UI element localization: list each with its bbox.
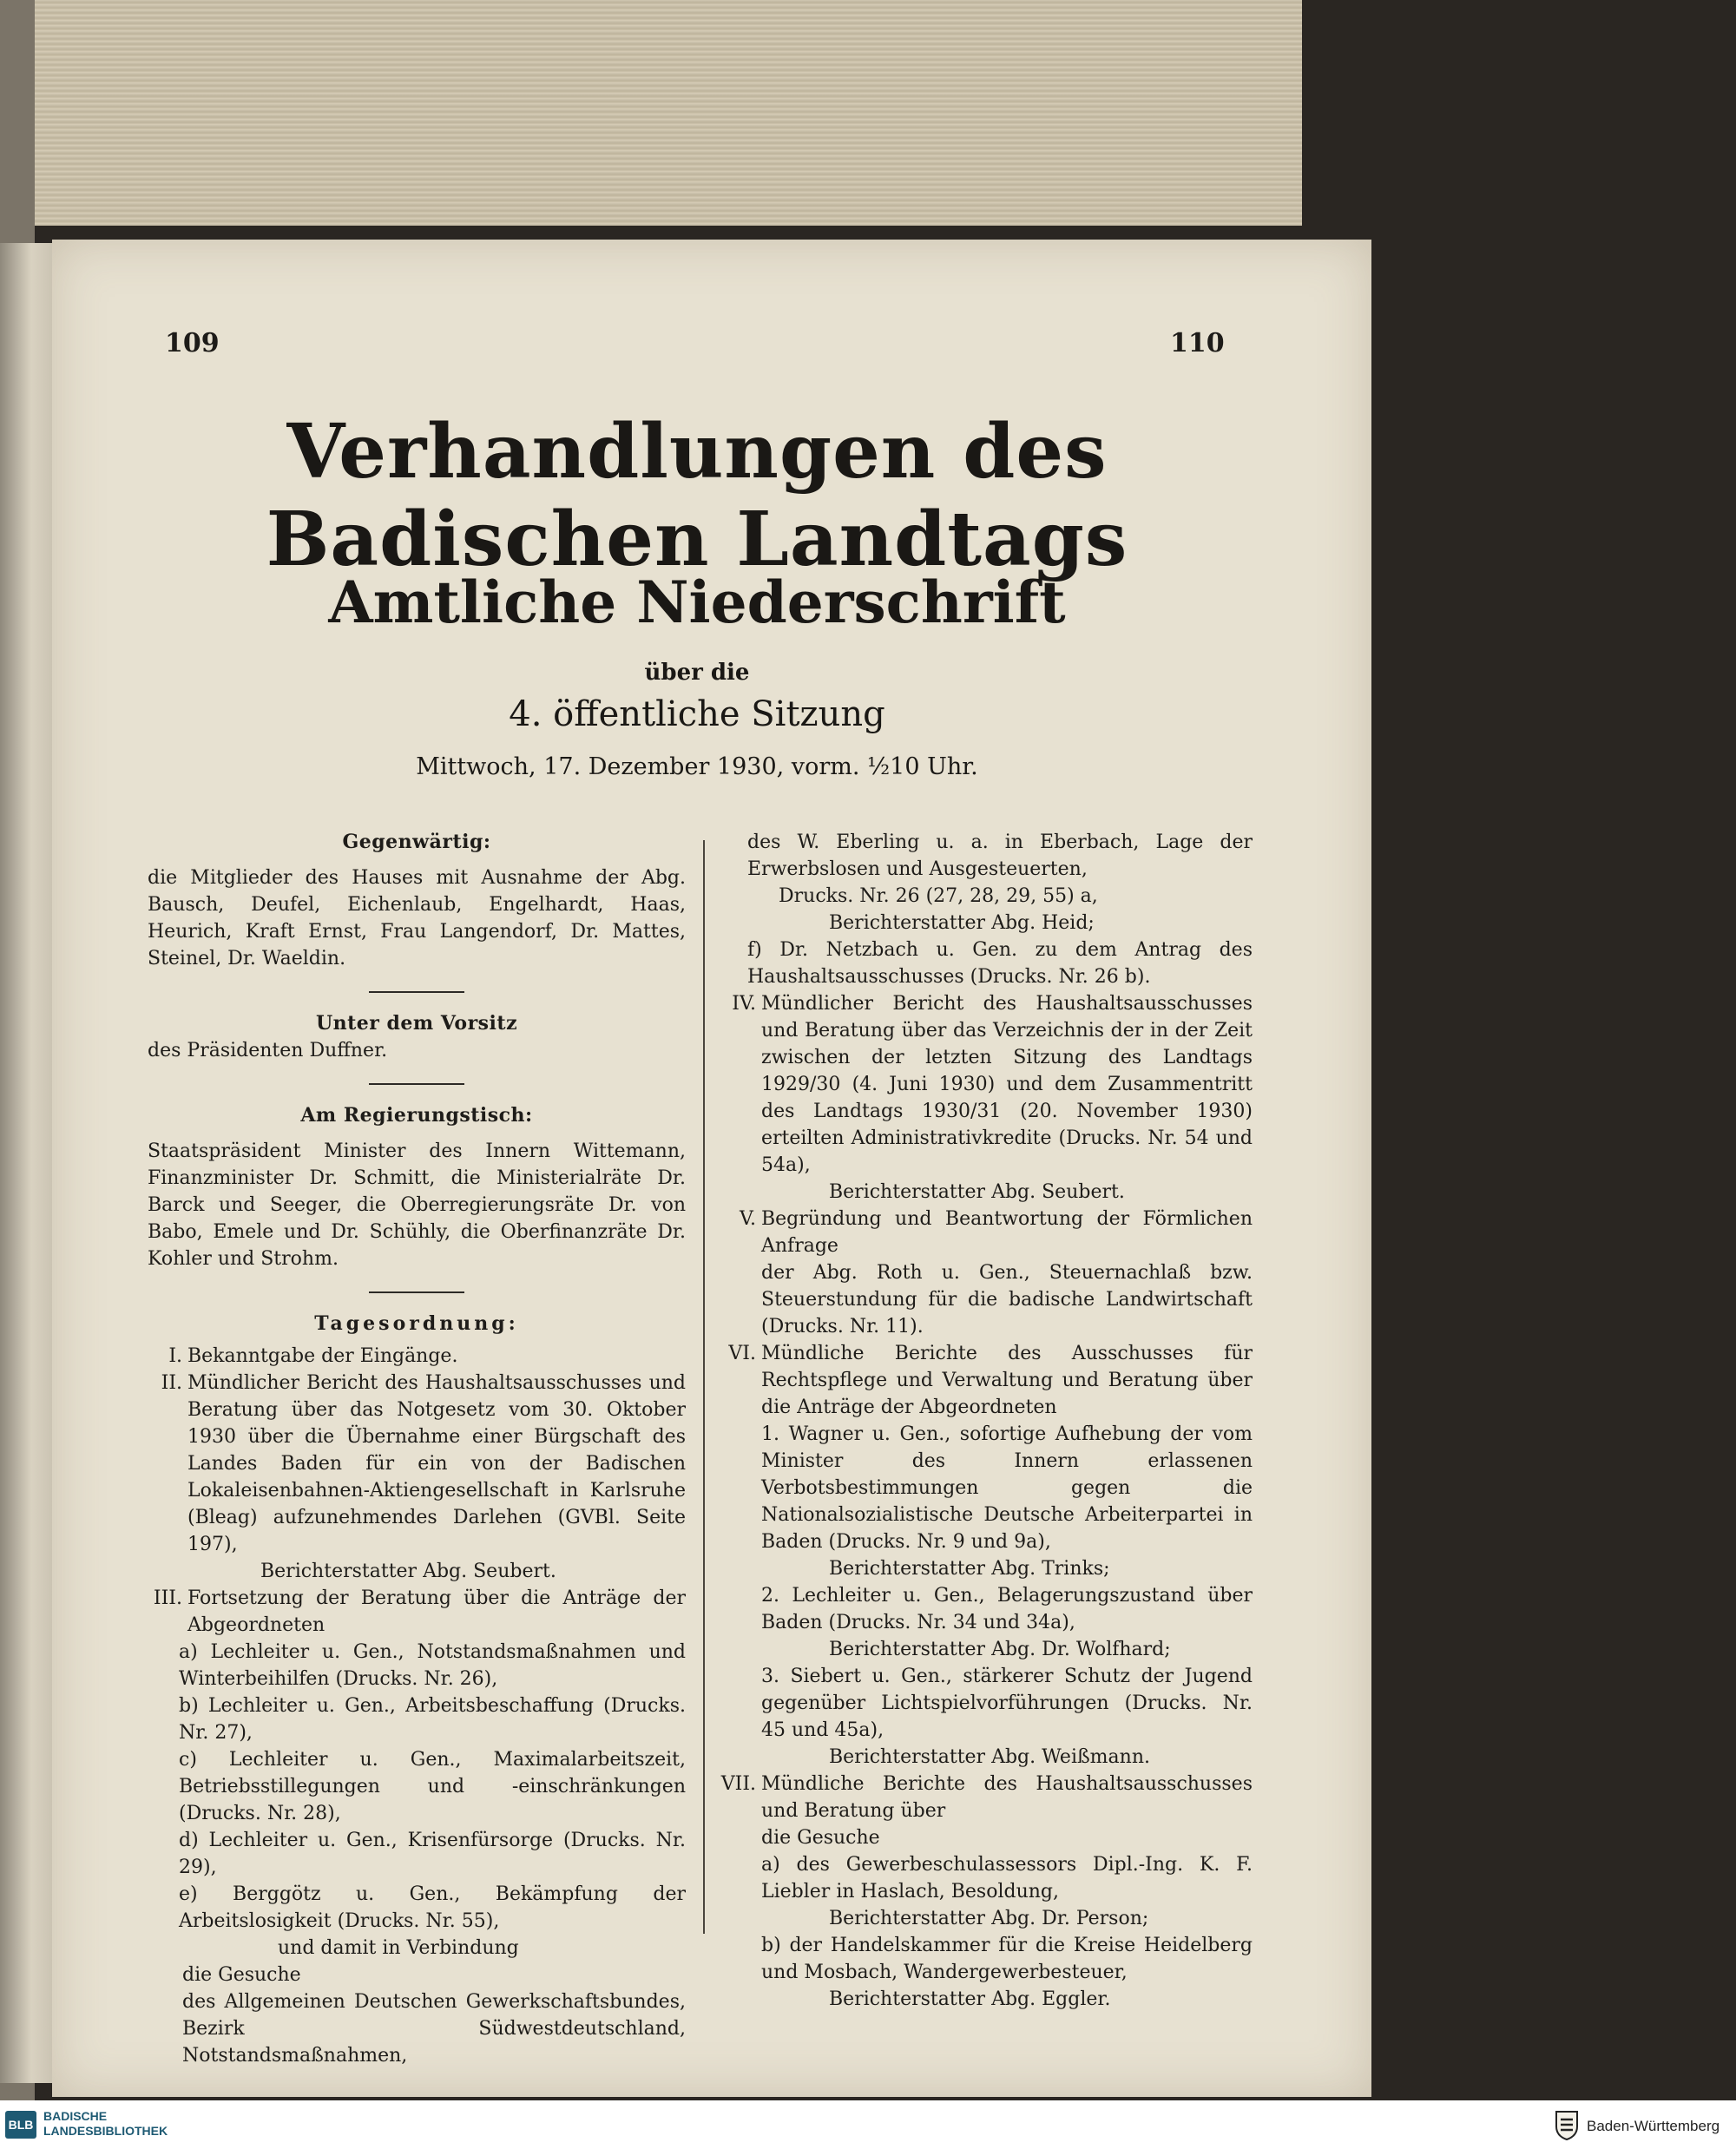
agenda-item-3 xyxy=(148,1585,686,1639)
agenda-text: Bekanntgabe der Eingänge. xyxy=(187,1345,458,1367)
agenda-number: III. xyxy=(153,1587,182,1609)
agenda-number: IV. xyxy=(732,993,756,1015)
berichterstatter: Berichterstatter Abg. Seubert. xyxy=(829,1181,1125,1203)
session-title: 4. öffentliche Sitzung xyxy=(509,694,885,734)
agenda-item-1 xyxy=(148,1343,686,1370)
baden-wuerttemberg-crest-icon[interactable] xyxy=(1554,2109,1580,2140)
agenda-number: VI. xyxy=(728,1343,756,1364)
agenda-item-5 xyxy=(716,1206,1253,1259)
anfrage-text: der Abg. Roth u. Gen., Steuernachlaß bzw. Steuerstundung für die badische Landwirtschaft (Drucks. Nr. 11). xyxy=(761,1262,1253,1337)
agenda-number: I. xyxy=(168,1345,182,1367)
agenda-subitem: b) der Handelskammer für die Kreise Heidelberg und Mosbach, Wandergewerbesteuer, xyxy=(761,1935,1253,1983)
agenda-item-6 xyxy=(716,1340,1253,1421)
agenda-item-2 xyxy=(148,1370,686,1558)
tagesordnung-heading: Tagesordnung: xyxy=(314,1312,519,1335)
book-top-edge xyxy=(0,0,1302,226)
berichterstatter: Berichterstatter Abg. Dr. Person; xyxy=(829,1908,1149,1929)
agenda-item-7 xyxy=(716,1771,1253,1824)
vorsitz-text: des Präsidenten Duffner. xyxy=(148,1040,388,1061)
gesuche-label: die Gesuche xyxy=(182,1964,301,1986)
agenda-subitem: 3. Siebert u. Gen., stärkerer Schutz der Jugend gegenüber Lichtspielvorführungen (Drucks. Nr. 45 und 45a), xyxy=(761,1666,1253,1741)
berichterstatter: Berichterstatter Abg. Eggler. xyxy=(829,1988,1111,2010)
blb-name[interactable] xyxy=(43,2109,168,2139)
verbindung-text: und damit in Verbindung xyxy=(278,1937,519,1959)
regierungstisch-heading: Am Regierungstisch: xyxy=(300,1104,533,1127)
agenda-number: V. xyxy=(739,1208,756,1230)
berichterstatter: Berichterstatter Abg. Heid; xyxy=(829,912,1095,934)
berichterstatter: Berichterstatter Abg. Trinks; xyxy=(829,1558,1110,1580)
left-column xyxy=(148,829,686,2069)
drucksache: Drucks. Nr. 26 (27, 28, 29, 55) a, xyxy=(779,885,1098,907)
gesuche-text: des Allgemeinen Deutschen Gewerkschaftsbundes, Bezirk Südwestdeutschland, Notstandsmaßnahmen, xyxy=(182,1991,686,2067)
gesuche-label: die Gesuche xyxy=(761,1827,880,1849)
agenda-subitem: 2. Lechleiter u. Gen., Belagerungszustand über Baden (Drucks. Nr. 34 und 34a), xyxy=(761,1585,1253,1633)
agenda-subitem: e) Berggötz u. Gen., Bekämpfung der Arbeitslosigkeit (Drucks. Nr. 55), xyxy=(179,1883,686,1932)
gegenwaertig-text: die Mitglieder des Hauses mit Ausnahme der Abg. Bausch, Deufel, Eichenlaub, Engelhardt, Haas, Heurich, Kraft Ernst, Frau Langendorf, Dr. Mattes, Steinel, Dr. Waeldin. xyxy=(148,867,686,969)
section-rule xyxy=(369,1083,464,1085)
agenda-subitem: 1. Wagner u. Gen., sofortige Aufhebung der vom Minister des Innern erlassenen Verbotsbestimmungen gegen die Nationalsozialistische Deutsche Arbeiterpartei in Baden (Drucks. Nr. 9 und 9a), xyxy=(761,1423,1253,1553)
agenda-text: Mündlicher Bericht des Haushaltsausschusses und Beratung über das Notgesetz vom 30. Oktober 1930 über die Übernahme einer Bürgschaft des Landes Baden für ein von der Badischen Lokaleisenbahnen-Aktiengesellschaft in Karlsruhe (Bleag) aufzunehmendes Darlehen (GVBl. Seite 197), xyxy=(187,1372,686,1555)
viewer-footer xyxy=(0,2100,1736,2149)
session-date: Mittwoch, 17. Dezember 1930, vorm. ½10 Uhr. xyxy=(416,753,978,780)
agenda-number: VII. xyxy=(720,1773,756,1795)
agenda-subitem: c) Lechleiter u. Gen., Maximalarbeitszeit, Betriebsstillegungen und -einschränkungen (Drucks. Nr. 28), xyxy=(179,1749,686,1824)
agenda-text: Begründung und Beantwortung der Förmlichen Anfrage xyxy=(761,1208,1253,1257)
agenda-subitem: a) des Gewerbeschulassessors Dipl.-Ing. K. F. Liebler in Haslach, Besoldung, xyxy=(761,1854,1253,1903)
agenda-subitem: a) Lechleiter u. Gen., Notstandsmaßnahmen und Winterbeihilfen (Drucks. Nr. 26), xyxy=(179,1641,686,1690)
page-number-right: 110 xyxy=(1170,328,1225,358)
agenda-subitem: b) Lechleiter u. Gen., Arbeitsbeschaffung (Drucks. Nr. 27), xyxy=(179,1695,686,1744)
right-column xyxy=(716,829,1253,2013)
document-title: Verhandlungen des Badischen Landtags xyxy=(266,408,1128,583)
blb-logo[interactable]: BLB xyxy=(5,2111,36,2139)
agenda-subitem: f) Dr. Netzbach u. Gen. zu dem Antrag des Haushaltsausschusses (Drucks. Nr. 26 b). xyxy=(747,939,1253,988)
agenda-text: Fortsetzung der Beratung über die Anträge der Abgeordneten xyxy=(187,1587,686,1636)
agenda-item-4 xyxy=(716,990,1253,1179)
baden-wuerttemberg-label[interactable]: Baden-Württemberg xyxy=(1587,2118,1720,2134)
blb-name-line2: LANDESBIBLIOTHEK xyxy=(43,2124,168,2138)
gegenwaertig-heading: Gegenwärtig: xyxy=(342,831,491,853)
page-number-left: 109 xyxy=(165,328,220,358)
agenda-text: Mündliche Berichte des Haushaltsausschusses und Beratung über xyxy=(761,1773,1253,1822)
berichterstatter: Berichterstatter Abg. Dr. Wolfhard; xyxy=(829,1639,1171,1660)
agenda-text: Mündliche Berichte des Ausschusses für Rechtspflege und Verwaltung und Beratung über die Anträge der Abgeordneten xyxy=(761,1343,1253,1418)
section-rule xyxy=(369,1291,464,1293)
section-rule xyxy=(369,991,464,993)
agenda-number: II. xyxy=(161,1372,182,1394)
regierungstisch-text: Staatspräsident Minister des Innern Wittemann, Finanzminister Dr. Schmitt, die Ministerialräte Dr. Barck und Seeger, die Oberregierungsräte Dr. von Babo, Emele und Dr. Schühly, die Oberfinanzräte Dr. Kohler und Strohm. xyxy=(148,1140,686,1270)
document-subtitle: Amtliche Niederschrift xyxy=(328,568,1066,636)
column-divider xyxy=(703,840,705,1934)
agenda-subitem: d) Lechleiter u. Gen., Krisenfürsorge (Drucks. Nr. 29), xyxy=(179,1830,686,1878)
continued-text: des W. Eberling u. a. in Eberbach, Lage der Erwerbslosen und Ausgesteuerten, xyxy=(747,831,1253,880)
berichterstatter: Berichterstatter Abg. Seubert. xyxy=(260,1561,556,1582)
berichterstatter: Berichterstatter Abg. Weißmann. xyxy=(829,1746,1150,1768)
vorsitz-heading: Unter dem Vorsitz xyxy=(315,1012,518,1035)
blb-name-line1: BADISCHE xyxy=(43,2109,108,2123)
uber-die: über die xyxy=(644,660,750,686)
agenda-text: Mündlicher Bericht des Haushaltsausschusses und Beratung über das Verzeichnis der in der Zeit zwischen der letzten Sitzung des Landtags 1929/30 (4. Juni 1930) und dem Zusammentritt des Landtags 1930/31 (20. November 1930) erteilten Administrativkredite (Drucks. Nr. 54 und 54a), xyxy=(761,993,1253,1176)
previous-page-edge xyxy=(0,243,52,2083)
